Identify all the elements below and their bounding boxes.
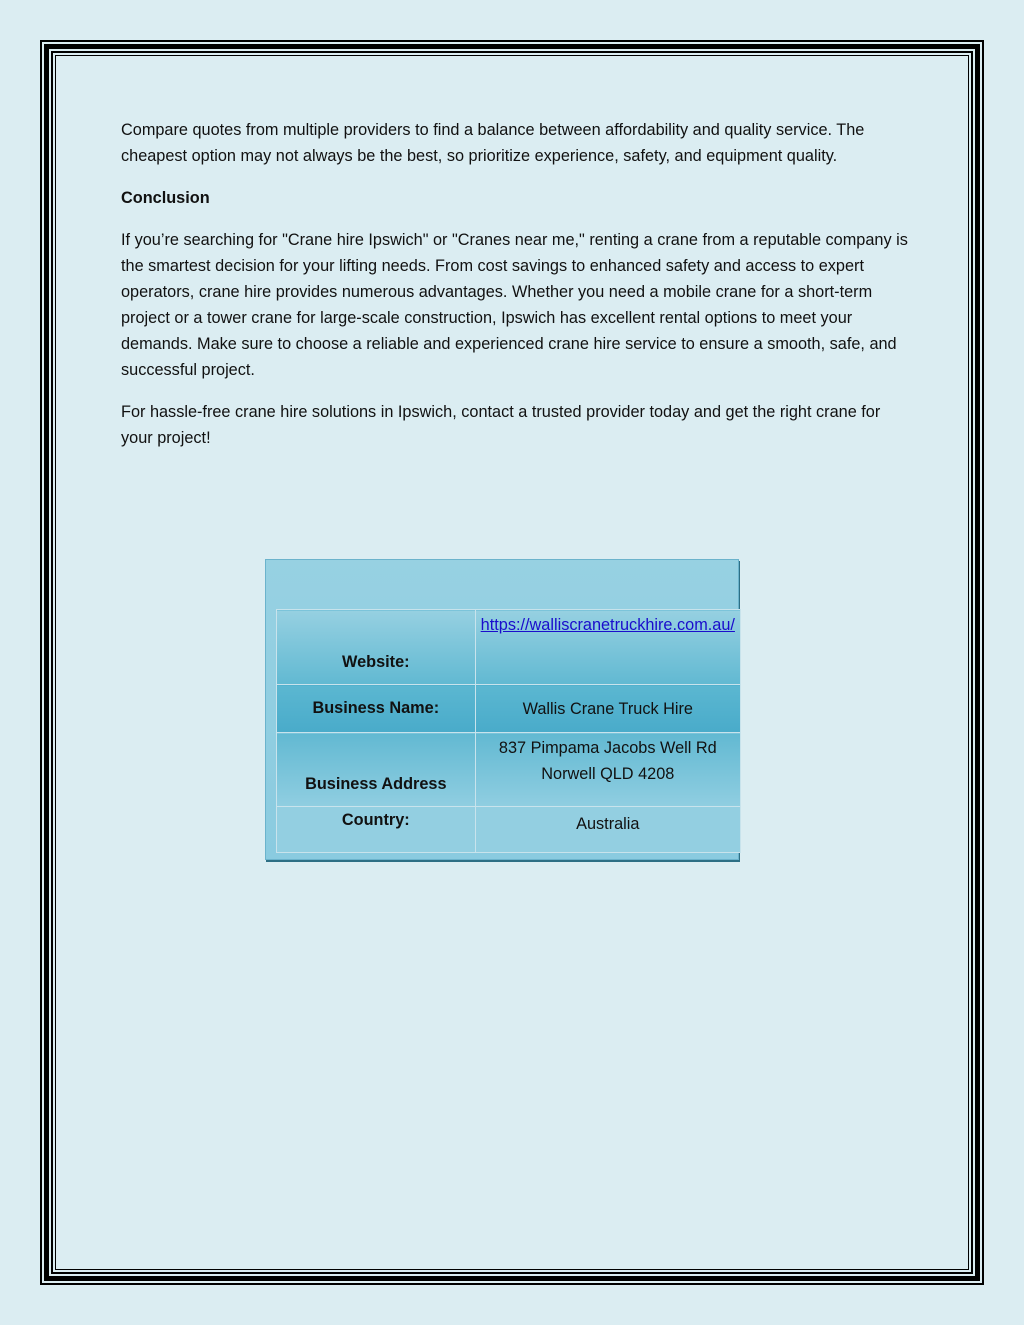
address-line-2: Norwell QLD 4208 (541, 765, 675, 783)
website-label: Website: (277, 610, 476, 685)
table-row-website (277, 610, 741, 685)
business-info-table (276, 609, 741, 853)
table-row-business-address (277, 733, 741, 807)
business-address-value (475, 733, 740, 807)
country-value: Australia (475, 807, 740, 853)
closing-paragraph: For hassle-free crane hire solutions in Ipswich, contact a trusted provider today and get the right crane for your project! (121, 403, 881, 447)
country-label: Country: (277, 807, 476, 853)
conclusion-paragraph: If you’re searching for "Crane hire Ipswich" or "Cranes near me," renting a crane from a reputable company is the smartest decision for your lifting needs. From cost savings to enhanced safety and access to expert operators, crane hire provides numerous advantages. Whether you need a mobile crane for a short-term project or a tower crane for large-scale construction, Ipswich has excellent rental options to meet your demands. Make sure to choose a reliable and experienced crane hire service to ensure a smooth, safe, and successful project. (121, 231, 908, 379)
table-row-country (277, 807, 741, 853)
business-name-label: Business Name: (277, 685, 476, 733)
website-link[interactable]: https://walliscranetruckhire.com.au/ (480, 616, 735, 634)
conclusion-heading: Conclusion (121, 189, 210, 207)
business-name-value: Wallis Crane Truck Hire (475, 685, 740, 733)
address-line-1: 837 Pimpama Jacobs Well Rd (498, 739, 717, 757)
table-row-business-name (277, 685, 741, 733)
business-info-box (265, 559, 739, 860)
intro-paragraph: Compare quotes from multiple providers to find a balance between affordability and quality service. The cheapest option may not always be the best, so prioritize experience, safety, and equipment quality. (121, 121, 865, 165)
business-address-label: Business Address (277, 733, 476, 807)
website-cell (475, 610, 740, 685)
document-body (121, 117, 911, 467)
